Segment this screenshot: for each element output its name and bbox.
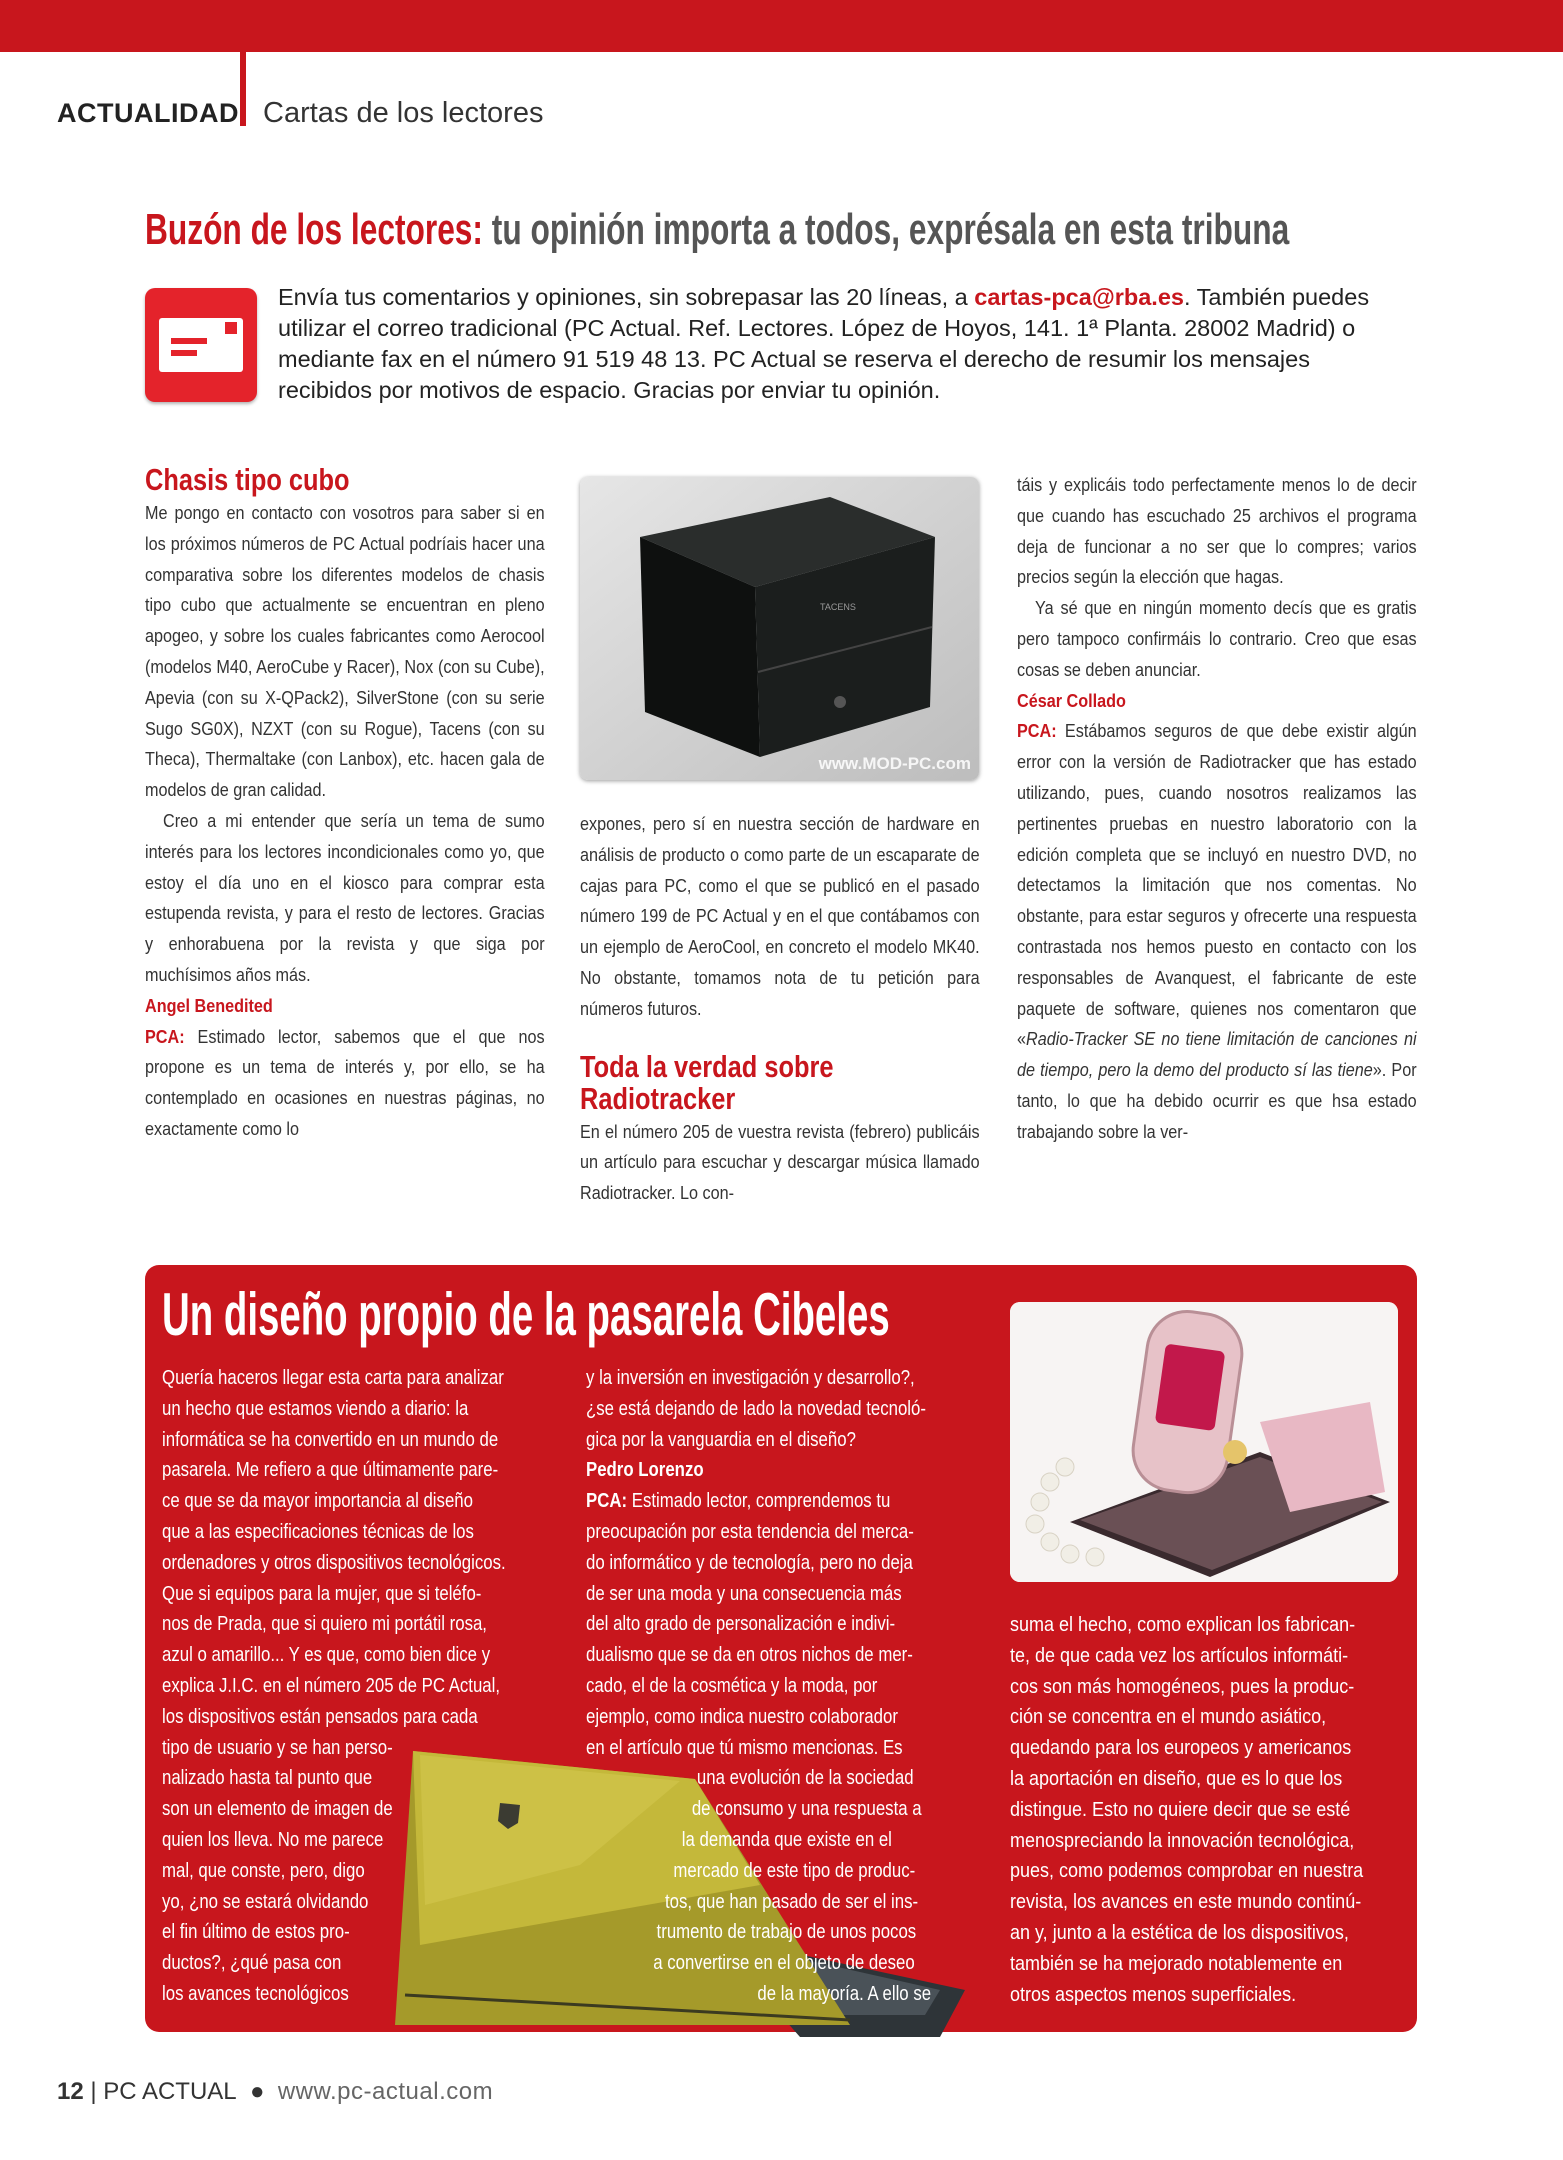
reply-quote: Radio-Tracker SE no tiene limitación de canciones ni de tiempo, pero la demo del producto sí las tiene [1017,1029,1417,1081]
title-lead: Buzón de los lectores: [145,205,483,254]
text-line: ordenadores y otros dispositivos tecnológicos. [162,1551,506,1574]
letter-signature: Angel Benedited [145,995,273,1016]
text-line: distingue. Esto no quiere decir que se esté [1010,1798,1351,1821]
letter-heading: Chasis tipo cubo [145,462,350,497]
text-line: ductos?, ¿qué pasa con [162,1952,342,1975]
text-line: preocupación por esta tendencia del merca- [586,1520,914,1543]
text-line: una evolución de la sociedad [696,1767,914,1790]
intro-after: . También puedes utilizar el correo tradicional (PC Actual. Ref. Lectores. López de Hoyos, 141. 1ª Planta. 28002 Madrid) o mediante fax en el número 91 519 48 13. PC Actual se reserva el derecho de resumir los mensajes recibidos por motivos de espacio. Gracias por enviar tu opinión. [278,284,1370,403]
text-line: revista, los avances en este mundo continú- [1010,1891,1362,1914]
text-line: de la mayoría. A ello se [757,1982,932,2005]
text-line: quedando para los europeos y americanos [1010,1737,1352,1760]
title-rest: tu opinión importa a todos, exprésala en esta tribuna [482,205,1290,254]
letter-paragraph: En el número 205 de vuestra revista (febrero) publicáis un artículo para escuchar y descargar música llamado Radiotracker. Lo con- [580,1121,980,1204]
text-line: del alto grado de personalización e indivi- [586,1613,896,1636]
letter-paragraph: Me pongo en contacto con vosotros para saber si en los próximos números de PC Actual podríais hacer una comparativa sobre los diferentes modelos de chasis tipo cubo que actualmente se encuentran en pleno apogeo, y sobre los cuales fabricantes como Aerocool (modelos M40, AeroCube y Racer), Nox (con su Cube), Apevia (con su X-QPack2), SilverStone (con su serie Sugo SG0X), NZXT (con su Rogue), Tacens (con su Theca), Thermaltake (con Lanbox), etc. hacen gala de modelos de gran calidad. [145,503,545,801]
intro-text [278,282,1398,406]
case-brand: TACENS [820,602,856,612]
letter-chasis [145,464,545,1145]
featured-col-2 [586,1363,976,2010]
pink-phone-photo [1010,1302,1398,1582]
page-footer [57,2078,493,2106]
text-line: ción se concentra en el mundo asiático, [1010,1706,1327,1729]
text-line: de ser una moda y una consecuencia más [586,1582,902,1605]
reply-first-line [586,1486,914,1517]
text-line: Quería haceros llegar esta carta para analizar [162,1367,504,1389]
letter-signature: César Collado [1017,690,1126,711]
letter-chasis-continued [580,809,980,1209]
bullet-icon: ● [250,2078,265,2105]
text-line: son un elemento de imagen de [162,1798,393,1821]
text-line: an y, junto a la estética de los dispositivos, [1010,1921,1349,1944]
text-line: ce que se da mayor importancia al diseño [162,1490,473,1513]
text-line: mal, que conste, pero, digo [162,1859,365,1882]
intro-before: Envía tus comentarios y opiniones, sin sobrepasar las 20 líneas, a [278,284,975,310]
text-line: ejemplo, como indica nuestro colaborador [586,1705,898,1728]
section-label: ACTUALIDAD [57,98,239,128]
text-line: dualismo que se da en otros nichos de mer- [586,1644,913,1667]
featured-title: Un diseño propio de la pasarela Cibeles [162,1281,890,1348]
website-link[interactable]: www.pc-actual.com [277,2078,494,2105]
section-divider [240,52,246,126]
magazine-name: PC ACTUAL [103,2078,237,2105]
letter-paragraph: Ya sé que en ningún momento decís que es gratis pero tampoco confirmáis lo contrario. Creo que esas cosas se deben anunciar. [1017,598,1417,680]
top-color-bar [0,0,1563,52]
text-line: explica J.I.C. en el número 205 de PC Actual, [162,1674,501,1697]
text-line: yo, ¿no se estará olvidando [162,1890,369,1913]
photo-watermark: www.MOD-PC.com [818,754,971,773]
text-line: un hecho que estamos viendo a diario: la [162,1397,469,1420]
text-line: azul o amarillo... Y es que, como bien dice y [162,1644,491,1667]
text-line: la demanda que existe en el [681,1828,892,1851]
text-line: cos son más homogéneos, pues la produc- [1010,1675,1355,1698]
pca-label: PCA: [586,1490,628,1513]
letter-heading: Toda la verdad sobre [580,1048,834,1084]
letter-paragraph: táis y explicáis todo perfectamente menos lo de decir que cuando has escuchado 25 archivos el programa deja de funcionar a no ser que lo compres; varios precios según la elección que hagas. [1017,475,1417,588]
reply-paragraph [1017,716,1417,1147]
text-line: tipo de usuario y se han perso- [162,1736,393,1759]
text-line: ¿se está dejando de lado la novedad tecnoló- [586,1397,926,1420]
text-line: gica por la vanguardia en el diseño? [586,1428,856,1451]
subsection-label: Cartas de los lectores [263,97,544,129]
text-line: Que si equipos para la mujer, que si teléfo- [162,1582,482,1605]
text-line: en el artículo que tú mismo mencionas. Es [586,1736,903,1759]
page-title [145,205,1289,255]
text-line: informática se ha convertido en un mundo de [162,1428,499,1451]
reply-text: ». Por tanto, lo que ha debido ocurrir es que hsa estado trabajando sobre la ver- [1017,1060,1417,1142]
pca-label: PCA: [145,1026,185,1047]
text-line: la aportación en diseño, que es lo que los [1010,1767,1343,1790]
reply-text: expones, pero sí en nuestra sección de hardware en análisis de producto o como parte de un escaparate de cajas para PC, como el que se publicó en el pasado número 199 de PC Actual y en el que contábamos con un ejemplo de AeroCool, en concreto el modelo MK40. No obstante, tomamos nota de tu petición para números futuros. [580,814,980,1019]
text-line: los dispositivos están pensados para cada [162,1705,478,1728]
text-line: trumento de trabajo de unos pocos [656,1921,917,1944]
letter-paragraph: Creo a mi entender que sería un tema de sumo interés para los lectores incondicionales como yo, que estoy el día uno en el kiosco para comprar esta estupenda revista, y para el resto de lectores. Gracias y enhorabuena por la revista y que siga por muchísimos años más. [145,810,545,985]
letter-heading: Radiotracker [580,1080,736,1116]
letter-signature: Pedro Lorenzo [586,1459,704,1482]
text-line: te, de que cada vez los artículos informáti- [1010,1644,1349,1667]
text-line: que a las especificaciones técnicas de los [162,1520,474,1543]
email-link[interactable]: cartas-pca@rba.es [974,284,1184,310]
featured-col-3 [1010,1610,1400,2010]
text-line: nos de Prada, que si quiero mi portátil rosa, [162,1613,487,1636]
featured-reply [586,1517,976,2010]
text-line: el fin último de estos pro- [162,1921,350,1944]
text-line: mercado de este tipo de produc- [673,1859,916,1882]
text-line: a convertirse en el objeto de deseo [653,1952,915,1975]
text-line: y la inversión en investigación y desarrollo?, [586,1367,915,1389]
text-line: cado, el de la cosmética y la moda, por [586,1674,878,1697]
text-line: también se ha mejorado notablemente en [1010,1952,1343,1975]
envelope-icon [145,288,257,402]
text-line: nalizado hasta tal punto que [162,1767,373,1790]
text-line: pues, como podemos comprobar en nuestra [1010,1860,1364,1883]
text-line: de consumo y una respuesta a [691,1798,922,1821]
featured-col-1 [162,1363,552,2010]
reply-text: Estimado lector, sabemos que el que nos propone es un tema de interés y, por ello, se ha contemplado en ocasiones en nuestras páginas, no exactamente como lo [145,1026,545,1139]
page-number: 12 [57,2078,84,2105]
reply-text: Estimado lector, comprendemos tu [627,1490,891,1513]
reply-text: Estábamos seguros de que debe existir algún error con la versión de Radiotracker que has estado utilizando, pues, cuando nosotros realizamos las pertinentes pruebas en nuestro laboratorio con la edición completa que se incluyó en nuestro DVD, no detectamos la limitación que nos comentas. No obstante, para estar seguros y ofrecerte una respuesta contrastada nos hemos puesto en contacto con los responsables de Avanquest, el fabricante de este paquete de software, quienes nos comentaron que « [1017,721,1417,1050]
reply-paragraph [145,1022,545,1145]
text-line: pasarela. Me refiero a que últimamente pare- [162,1459,499,1482]
pca-label: PCA: [1017,721,1057,742]
cube-case-photo [580,477,979,780]
text-line: quien los lleva. No me parece [162,1828,384,1851]
text-line: otros aspectos menos superficiales. [1010,1983,1297,2006]
featured-question [586,1363,976,1455]
text-line: menospreciando la innovación tecnológica, [1010,1829,1355,1852]
text-line: los avances tecnológicos [162,1982,349,2005]
text-line: do informático y de tecnología, pero no deja [586,1551,913,1574]
text-line: tos, que han pasado de ser el ins- [664,1890,919,1913]
letter-radiotracker-continued [1017,470,1417,1148]
footer-separator: | [83,2078,104,2105]
text-line: suma el hecho, como explican los fabrican- [1010,1614,1356,1636]
